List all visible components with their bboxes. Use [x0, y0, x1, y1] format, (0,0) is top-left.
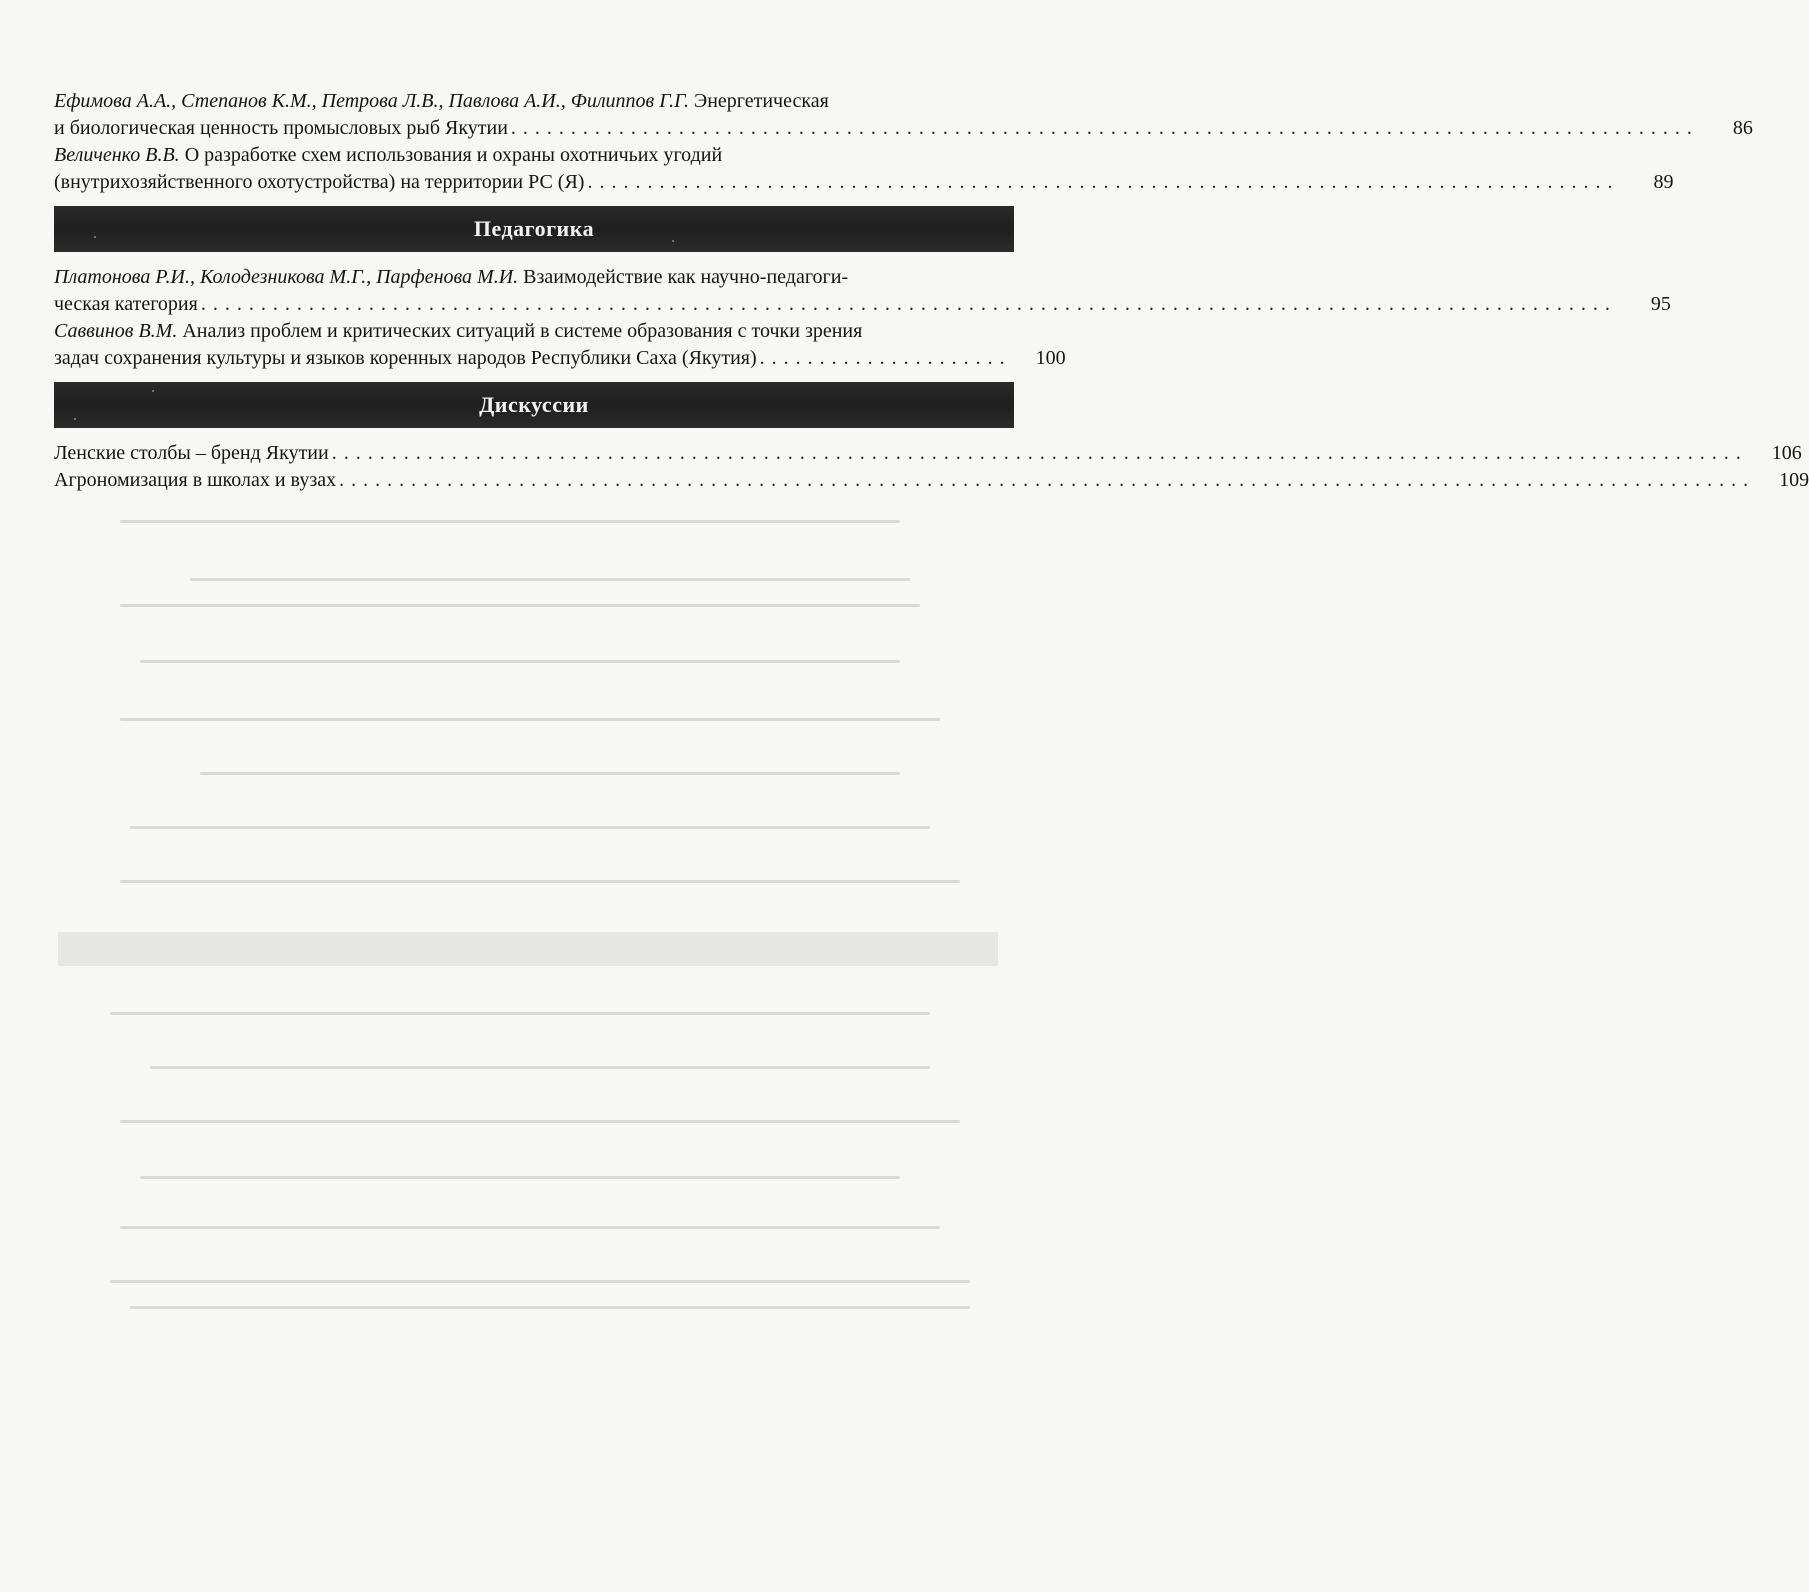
toc-entry-last-line [54, 115, 1753, 142]
dot-leader: . . . . . . . . . . . . . . . . . . . . . . . . . . . . . . . . . . . . . . . . . . . . . . . . . . . . . . . . . . . . . . . . . . . . . . . . . . . . . . . . . . . . . . . . . . . . . . . . . . . . . . . . . . . . . . . . . . . . . . [200, 293, 1611, 315]
dot-leader: . . . . . . . . . . . . . . . . . . . . . . . . . . . . . . . . . . . . . . . . . . . . . . . . . . . . . . . . . . . . . . . . . . . . . . . . . . . . . . . . . . . . . . . . . . . . . . . . . . . . . . . . . . . . . . . . . . . . . . [331, 442, 1742, 464]
toc-entry-single-line [54, 467, 1809, 494]
entry-title: О разработке схем использования и охраны охотничьих угодий [184, 144, 723, 166]
toc-entry-first-line [54, 264, 1014, 291]
entry-title-continued: (внутрихозяйственного охотустройства) на территории РС (Я) [54, 171, 585, 193]
dot-leader: . . . . . . . . . . . . . . . . . . . . . . . . . . . . . . . . . . . . . . . . . . . . . . . . . . . . . . . . . . . . . . . . . . . . . . . . . . . . . . . . . . . . . . . . . . . . . . . . . . . [510, 117, 1693, 139]
toc-entry [54, 142, 1674, 196]
entry-title: Энергетическая [693, 90, 829, 112]
section-header-discussion [54, 382, 1014, 428]
section-title: Педагогика [473, 216, 595, 241]
toc-entry-first-line [54, 88, 1014, 115]
toc-entry [54, 264, 1671, 318]
toc-entry-first-line [54, 142, 1014, 169]
page-number: 89 [1653, 171, 1674, 193]
entry-authors: Величенко В.В. [54, 144, 180, 166]
toc-entry-first-line [54, 318, 1014, 345]
entry-title: Ленские столбы – бренд Якутии [54, 442, 329, 464]
entry-title-continued: задач сохранения культуры и языков коренных народов Республики Саха (Якутия) [54, 347, 757, 369]
page-number: 106 [1771, 442, 1802, 464]
section-title: Дискуссии [479, 392, 589, 417]
dot-leader: . . . . . . . . . . . . . . . . . . . . . . . . . . . . . . . . . . . . . . . . . . . . . . . . . . . . . . . . . . . . . . . . . . . . . . . . . . . . . . . . . . . . . . . . . . . . . . . . . . . . . . . . . . . . . . . . . . . . . . [339, 469, 1750, 491]
toc-entry-last-line [54, 345, 1066, 372]
entry-authors: Платонова Р.И., Колодезникова М.Г., Парфенова М.И. [54, 266, 519, 288]
dot-leader: . . . . . . . . . . . . . . . . . . . . . [759, 347, 1006, 369]
entry-title-continued: и биологическая ценность промысловых рыб Якутии [54, 117, 508, 139]
toc-entry-single-line [54, 440, 1802, 467]
page-number: 95 [1650, 293, 1671, 315]
entry-title: Анализ проблем и критических ситуаций в системе образования с точки зрения [182, 320, 863, 342]
toc-entry [54, 467, 1809, 494]
entry-title: Агрономизация в школах и вузах [54, 469, 337, 491]
toc-entry-last-line [54, 291, 1671, 318]
entry-authors: Ефимова А.А., Степанов К.М., Петрова Л.В., Павлова А.И., Филиппов Г.Г. [54, 90, 689, 112]
dot-leader: . . . . . . . . . . . . . . . . . . . . . . . . . . . . . . . . . . . . . . . . . . . . . . . . . . . . . . . . . . . . . . . . . . . . . . . . . . . . . . . . . . . . . . [587, 171, 1614, 193]
toc-entry [54, 318, 1066, 372]
table-of-contents [54, 88, 1809, 494]
page-number: 100 [1035, 347, 1066, 369]
entry-title-continued: ческая категория [54, 293, 198, 315]
page-number: 86 [1732, 117, 1753, 139]
toc-entry-last-line [54, 169, 1674, 196]
page-number: 109 [1779, 469, 1809, 491]
entry-authors: Саввинов В.М. [54, 320, 178, 342]
entry-title: Взаимодействие как научно-педагоги- [523, 266, 849, 288]
toc-entry [54, 88, 1753, 142]
toc-entry [54, 440, 1802, 467]
section-header-pedagogy [54, 206, 1014, 252]
